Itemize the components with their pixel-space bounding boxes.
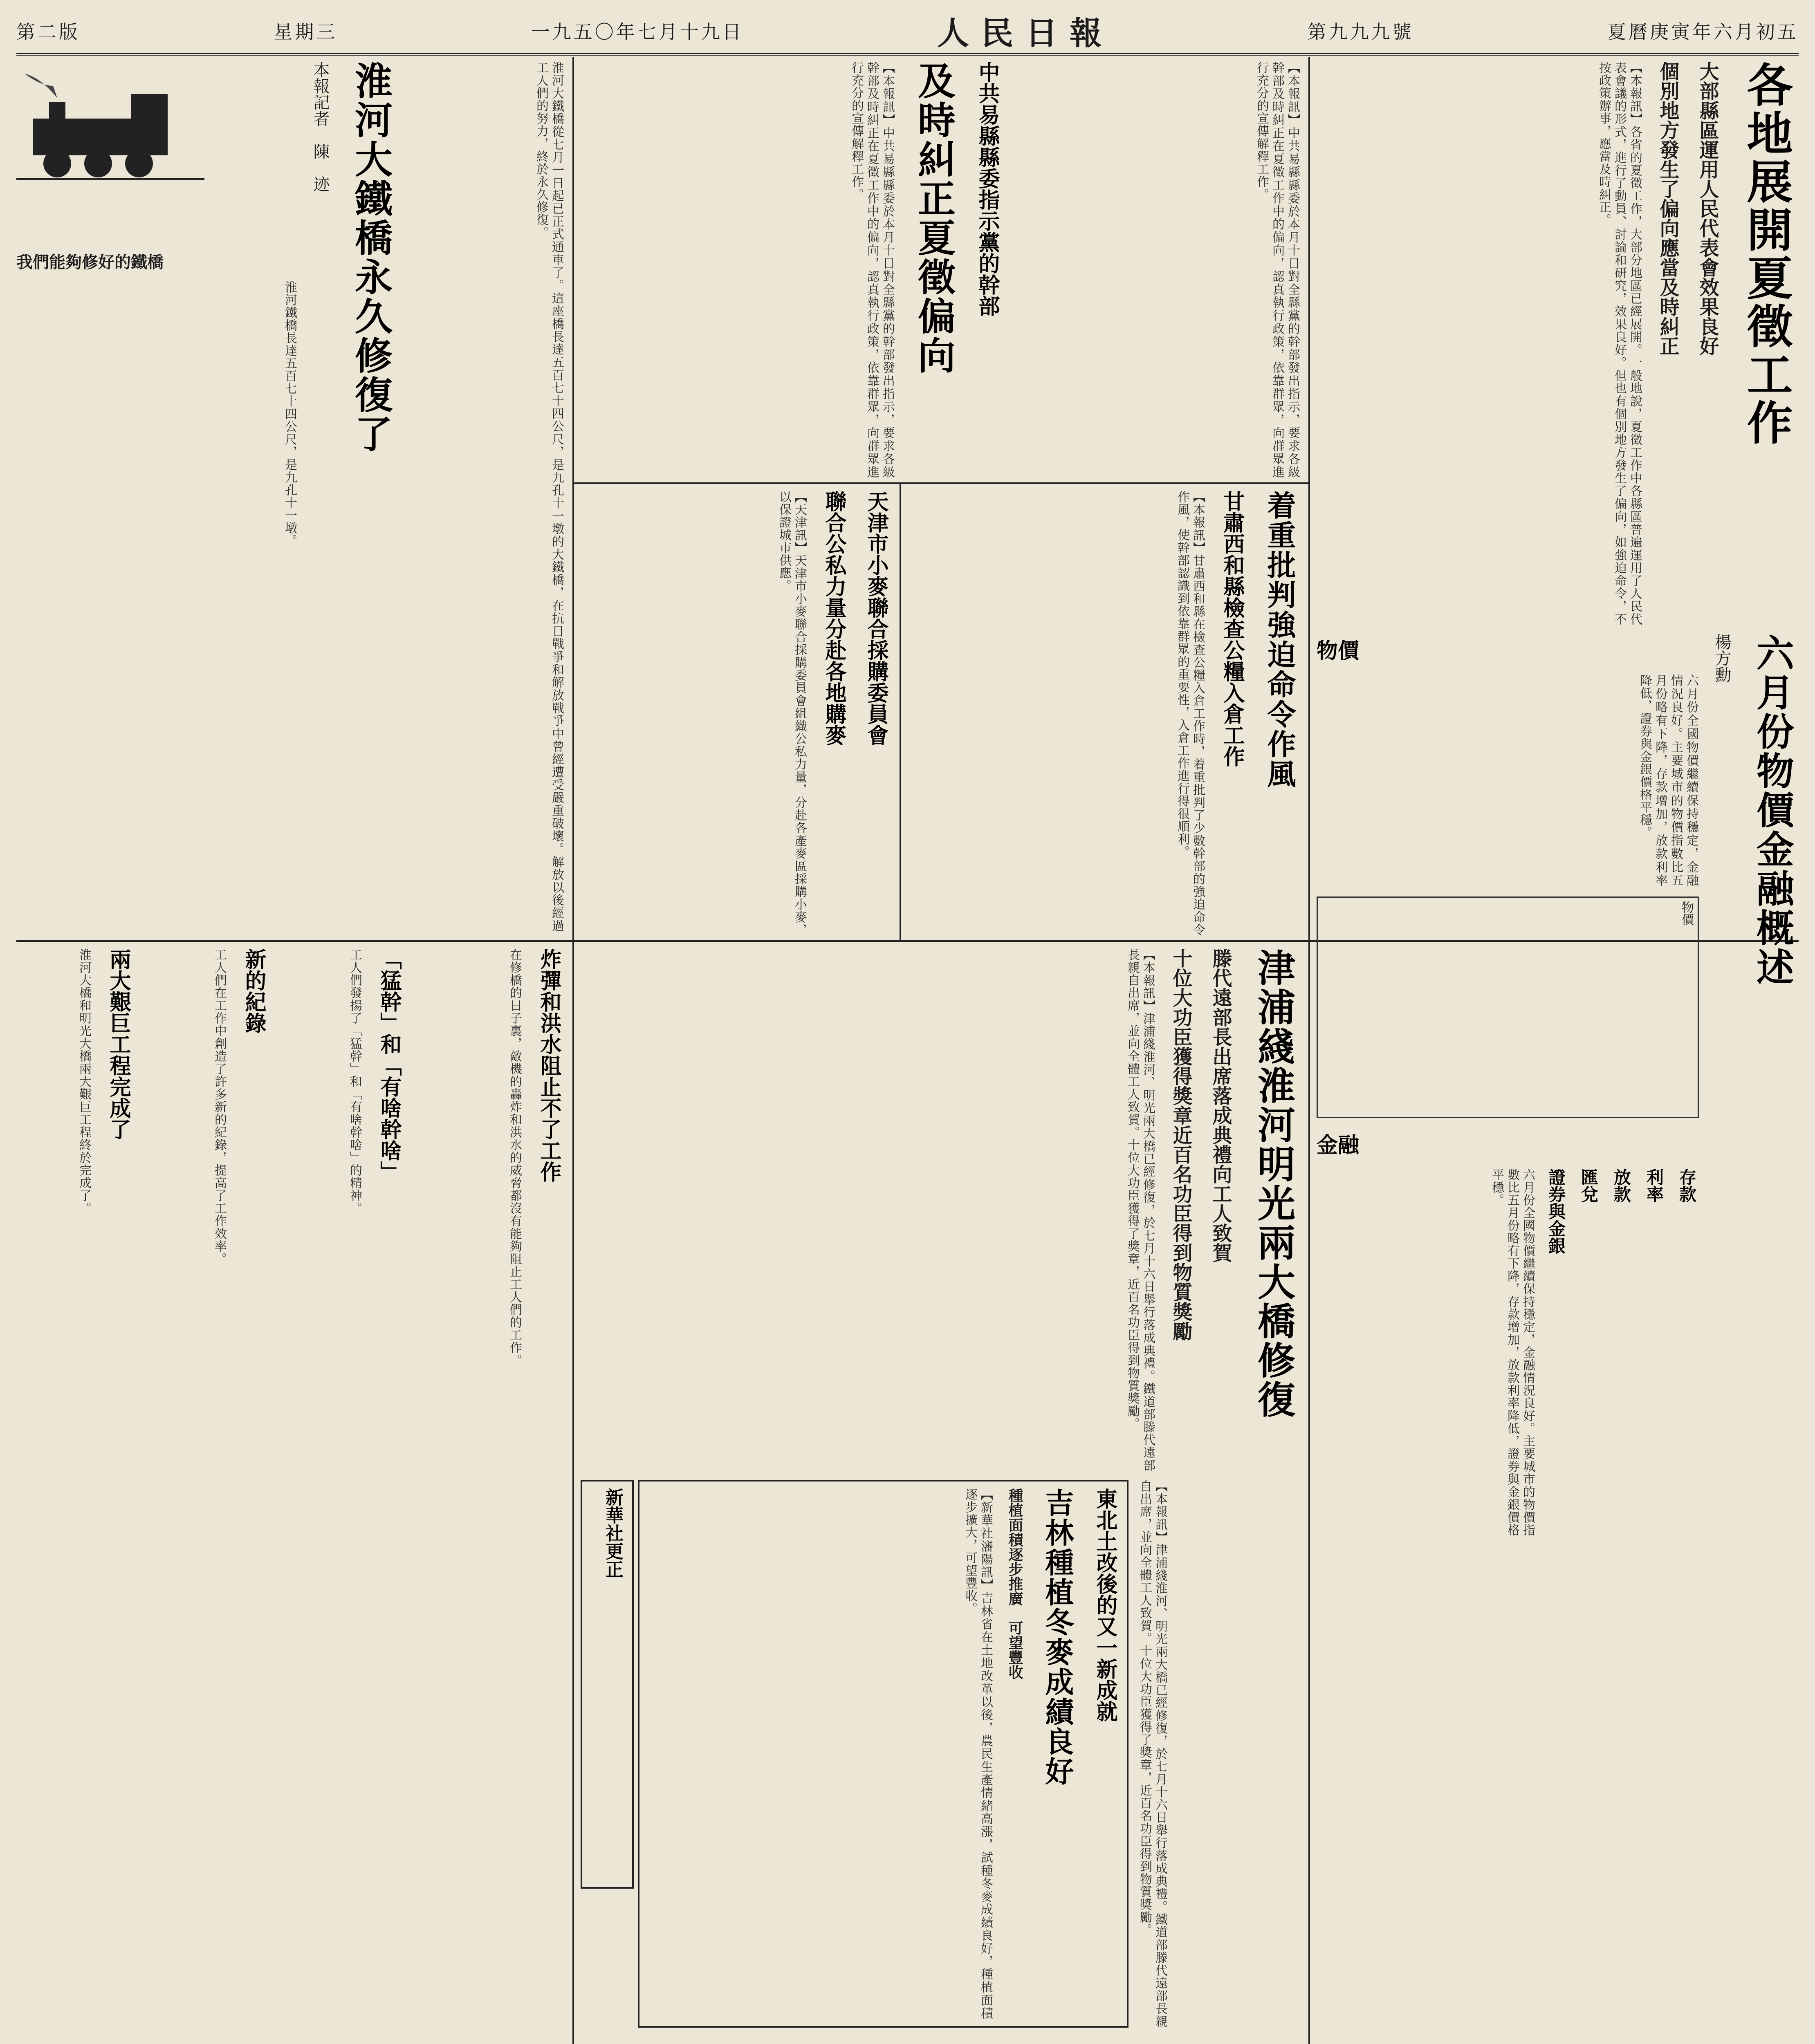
- subheadline: 滕代遠部長出席落成典禮向工人致賀: [1209, 948, 1232, 1262]
- headline: 兩大艱巨工程完成了: [106, 948, 130, 1140]
- headline: 中共易縣縣委指示黨的幹部: [975, 61, 999, 316]
- article-body: 六月份全國物價繼續保持穩定，金融情況良好。主要城市的物價指數比五月份略有下降，存款增加，放款利率降低，證券與金銀價格平穩。: [1638, 674, 1698, 887]
- rule: [572, 940, 574, 2044]
- article-body: 在修橋的日子裏，敵機的轟炸和洪水的威脅都沒有能夠阻止工人們的工作。: [507, 948, 522, 1367]
- article-bridge-workers: [16, 948, 564, 2036]
- article-body: 【本報訊】各省的夏徵工作，大部分地區已經展開。一般地說，夏徵工作中各縣區普遍運用了人民代表會議的形式，進行了動員、討論和研究，效果良好。但也有個別地方發生了偏向，如強迫命令，不按政策辦事，應當及時糾正。: [1597, 61, 1642, 625]
- article-gansu-xihe: [908, 491, 1300, 936]
- price-table: [1317, 896, 1699, 1118]
- article-correction: [581, 1480, 634, 1889]
- section-remittance: 匯兌: [1579, 1168, 1599, 1203]
- headline: 「猛幹」和「有啥幹啥」: [377, 948, 401, 1182]
- headline: 東北土改後的又一新成就: [1093, 1488, 1117, 1722]
- subheadline: 種植面積逐步推廣 可望豐收: [1006, 1488, 1023, 1679]
- article-body: 【本報訊】津浦綫淮河、明光兩大橋已經修復，於七月十六日舉行落成典禮。鐵道部滕代遠部長親自出席，並向全體工人致賀。十位大功臣獲得了獎章，近百名功臣得到物質獎勵。: [1125, 948, 1155, 1472]
- headline: 吉林種植冬麥成績良好: [1041, 1488, 1074, 1786]
- article-body: 【天津訊】天津市小麥聯合採購委員會組織公私力量，分赴各產麥區採購小麥，以保證城市供應。: [777, 491, 807, 936]
- subheadline: 大部縣區運用人民代表會效果良好: [1696, 61, 1719, 356]
- train-illustration: [16, 61, 297, 241]
- headline: 着重批判強迫命令作風: [1263, 491, 1296, 789]
- article-prices-finance: [1317, 634, 1799, 2036]
- article-tianjin-wheat: [581, 491, 891, 936]
- section-deposits: 存款: [1677, 1168, 1697, 1203]
- caption-title: 我們能夠修好的鐵橋: [16, 253, 164, 272]
- locomotive-icon: [16, 61, 204, 184]
- article-body: 【新華社瀋陽訊】吉林省在土地改革以後，農民生產情緒高漲，試種冬麥成績良好，種植面積逐步擴大，可望豐收。: [963, 1488, 993, 2019]
- section-prices: 物價: [1317, 639, 1360, 663]
- headline: 甘肅西和縣檢查公糧入倉工作: [1220, 491, 1244, 767]
- byline: 楊方勳: [1712, 634, 1731, 683]
- headline: 天津市小麥聯合採購委員會: [864, 491, 888, 746]
- masthead: [16, 8, 1799, 56]
- byline: 本報記者 陳 迹: [311, 61, 330, 192]
- article-body: 淮河大鐵橋從七月一日起已正式通車了。這座橋長達五百七十四公尺，是九孔十一墩的大鐵橋，在抗日戰爭和解放戰爭中曾經遭受嚴重破壞。解放以後經過工人們的努力，終於永久修復。: [534, 61, 564, 932]
- date-label: 一九五〇年七月十九日: [531, 21, 744, 43]
- article-body: 六月份全國物價繼續保持穩定，金融情況良好。主要城市的物價指數比五月份略有下降，存款增加，放款利率降低，證券與金銀價格平穩。: [1490, 1168, 1535, 1536]
- article-bridge-cont: [1137, 1480, 1300, 2028]
- article-jinpu-bridges: [581, 948, 1300, 1472]
- section-loans: 放款: [1611, 1168, 1631, 1203]
- lunar-date: 夏曆庚寅年六月初五: [1607, 21, 1799, 43]
- article-jilin-wheat: [638, 1480, 1128, 2028]
- edition-label: 第二版: [16, 21, 80, 43]
- article-body: 【本報訊】中共易縣縣委於本月十日對全縣黨的幹部發出指示，要求各級幹部及時糾正在夏徵工作中的偏向，認真執行政策，依靠群眾，向群眾進行充分的宣傳解釋工作。: [1254, 61, 1300, 478]
- table-cell: 物價: [1679, 901, 1694, 926]
- article-body: 工人們在工作中創造了許多新的紀錄，提高了工作效率。: [212, 948, 227, 1265]
- paper-name: 人民日報: [937, 15, 1114, 52]
- article-huaihe-bridge: [16, 61, 564, 932]
- article-body: 淮河大橋和明光大橋兩大艱巨工程終於完成了。: [77, 948, 91, 1215]
- issue-label: 第九九九號: [1307, 21, 1414, 43]
- weekday-label: 星期三: [274, 21, 338, 43]
- section-securities: 證券與金銀: [1546, 1168, 1566, 1254]
- rule: [900, 482, 901, 940]
- article-body: 【本報訊】津浦綫淮河、明光兩大橋已經修復，於七月十六日舉行落成典禮。鐵道部滕代遠部長親自出席，並向全體工人致賀。十位大功臣獲得了獎章，近百名功臣得到物質獎勵。: [1137, 1480, 1167, 2028]
- subheadline: 十位大功臣獲得獎章近百名功臣得到物質獎勵: [1169, 948, 1192, 1341]
- headline: 新的紀錄: [241, 948, 266, 1033]
- headline: 六月份物價金融概述: [1750, 634, 1794, 987]
- rule: [1308, 57, 1310, 2044]
- article-summer-levy: [1317, 61, 1799, 625]
- headline: 及時糾正夏徵偏向: [912, 61, 956, 375]
- section-finance: 金融: [1317, 1133, 1360, 1158]
- rule: [572, 57, 574, 940]
- headline: 津浦綫淮河明光兩大橋修復: [1252, 948, 1295, 1419]
- article-yixian: [581, 61, 1300, 478]
- article-body: 【本報訊】中共易縣縣委於本月十日對全縣黨的幹部發出指示，要求各級幹部及時糾正在夏徵工作中的偏向，認真執行政策，依靠群眾，向群眾進行充分的宣傳解釋工作。: [849, 61, 895, 478]
- subheadline: 個別地方發生了偏向應當及時糾正: [1656, 61, 1679, 356]
- headline: 炸彈和洪水阻止不了工作: [536, 948, 561, 1182]
- rule: [572, 482, 1308, 484]
- caption-body: 淮河鐵橋長達五百七十四公尺，是九孔十一墩。: [283, 281, 297, 547]
- headline: 新華社更正: [602, 1488, 623, 1578]
- article-body: 【本報訊】甘肅西和縣在檢查公糧入倉工作時，着重批判了少數幹部的強迫命令作風，使幹部認識到依靠群眾的重要性，入倉工作進行得很順利。: [1175, 491, 1205, 936]
- headline: 聯合公私力量分赴各地購麥: [821, 491, 846, 746]
- section-rates: 利率: [1644, 1168, 1664, 1203]
- headline: 各地展開夏徵工作: [1739, 61, 1793, 447]
- article-body: 工人們發揚了「猛幹」和「有啥幹啥」的精神。: [348, 948, 362, 1215]
- headline: 淮河大鐵橋永久修復了: [349, 61, 393, 454]
